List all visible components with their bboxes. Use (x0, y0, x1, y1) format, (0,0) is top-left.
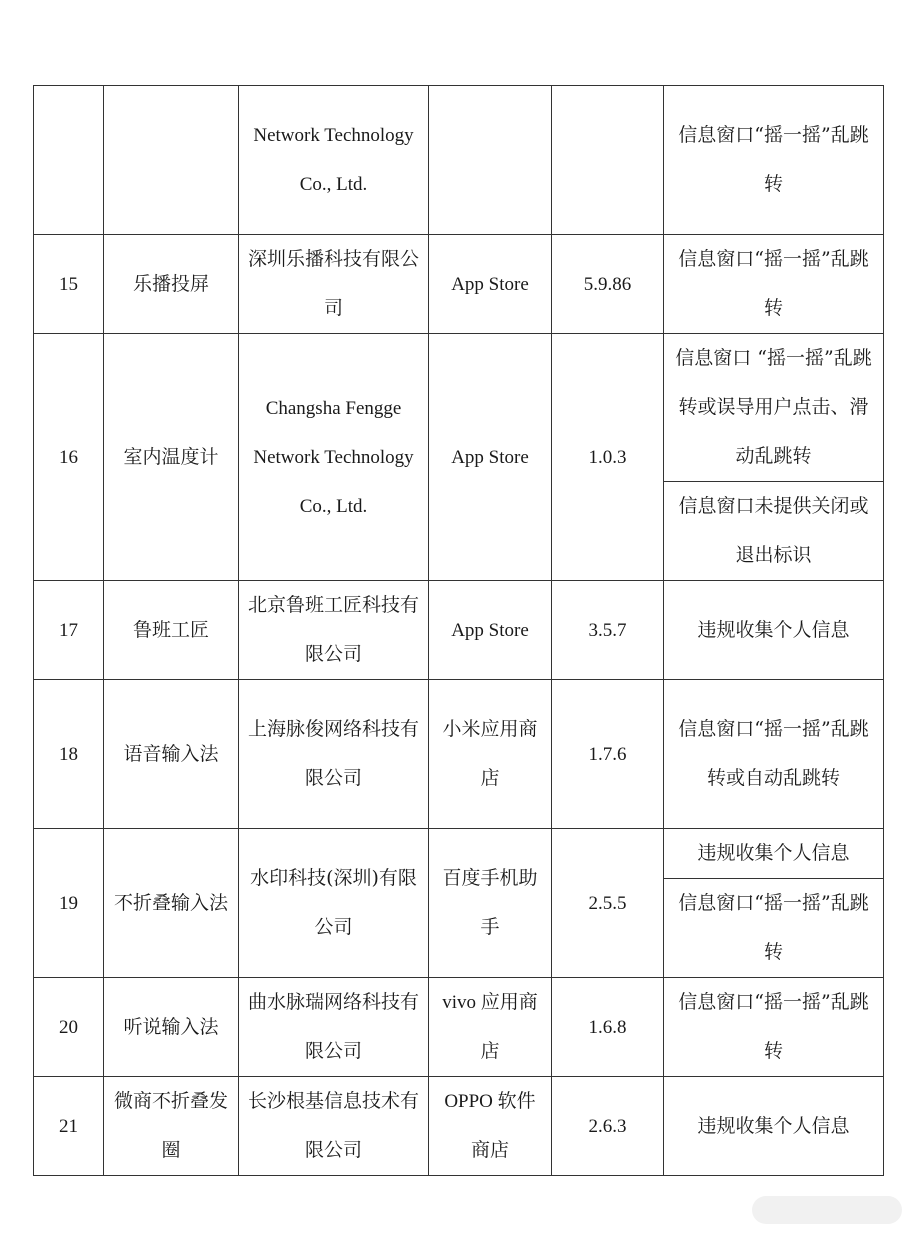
app-name: 不折叠输入法 (104, 829, 239, 978)
table-row (34, 581, 884, 680)
table-row (34, 86, 884, 235)
developer: 曲水脉瑞网络科技有限公司 (239, 978, 429, 1077)
app-name: 室内温度计 (104, 334, 239, 581)
issue: 信息窗口未提供关闭或退出标识 (664, 482, 884, 581)
app-store: vivo 应用商店 (429, 978, 552, 1077)
developer: 水印科技(深圳)有限公司 (239, 829, 429, 978)
developer: Network Technology Co., Ltd. (239, 86, 429, 235)
version (552, 86, 664, 235)
issue: 信息窗口“摇一摇”乱跳转 (664, 879, 884, 978)
version: 1.6.8 (552, 978, 664, 1077)
table-row (34, 978, 884, 1077)
row-number: 15 (34, 235, 104, 334)
version: 2.6.3 (552, 1077, 664, 1176)
issue: 信息窗口“摇一摇”乱跳转 (664, 978, 884, 1077)
app-violation-table (33, 85, 884, 1176)
developer: 深圳乐播科技有限公司 (239, 235, 429, 334)
table-row (34, 829, 884, 879)
watermark-placeholder (752, 1196, 902, 1224)
issue: 信息窗口“摇一摇”乱跳转 (664, 235, 884, 334)
issue: 信息窗口 “摇一摇”乱跳转或误导用户点击、滑动乱跳转 (664, 334, 884, 482)
app-name (104, 86, 239, 235)
issue: 违规收集个人信息 (664, 1077, 884, 1176)
row-number: 20 (34, 978, 104, 1077)
table-row (34, 235, 884, 334)
app-store: App Store (429, 334, 552, 581)
app-name: 语音输入法 (104, 680, 239, 829)
issue: 违规收集个人信息 (664, 829, 884, 879)
version: 2.5.5 (552, 829, 664, 978)
app-store: App Store (429, 581, 552, 680)
app-store: App Store (429, 235, 552, 334)
table-row (34, 680, 884, 829)
app-store (429, 86, 552, 235)
issue: 信息窗口“摇一摇”乱跳转或自动乱跳转 (664, 680, 884, 829)
row-number: 21 (34, 1077, 104, 1176)
app-name: 乐播投屏 (104, 235, 239, 334)
row-number: 16 (34, 334, 104, 581)
table-row (34, 1077, 884, 1176)
row-number: 18 (34, 680, 104, 829)
app-name: 听说输入法 (104, 978, 239, 1077)
version: 3.5.7 (552, 581, 664, 680)
version: 1.0.3 (552, 334, 664, 581)
app-store: OPPO 软件商店 (429, 1077, 552, 1176)
issue: 违规收集个人信息 (664, 581, 884, 680)
version: 1.7.6 (552, 680, 664, 829)
developer: Changsha Fengge Network Technology Co., Ltd. (239, 334, 429, 581)
issue: 信息窗口“摇一摇”乱跳转 (664, 86, 884, 235)
developer: 北京鲁班工匠科技有限公司 (239, 581, 429, 680)
developer: 长沙根基信息技术有限公司 (239, 1077, 429, 1176)
row-number: 19 (34, 829, 104, 978)
table-row (34, 334, 884, 482)
app-store: 小米应用商店 (429, 680, 552, 829)
version: 5.9.86 (552, 235, 664, 334)
developer: 上海脉俊网络科技有限公司 (239, 680, 429, 829)
app-name: 鲁班工匠 (104, 581, 239, 680)
app-name: 微商不折叠发圈 (104, 1077, 239, 1176)
row-number (34, 86, 104, 235)
app-store: 百度手机助手 (429, 829, 552, 978)
row-number: 17 (34, 581, 104, 680)
